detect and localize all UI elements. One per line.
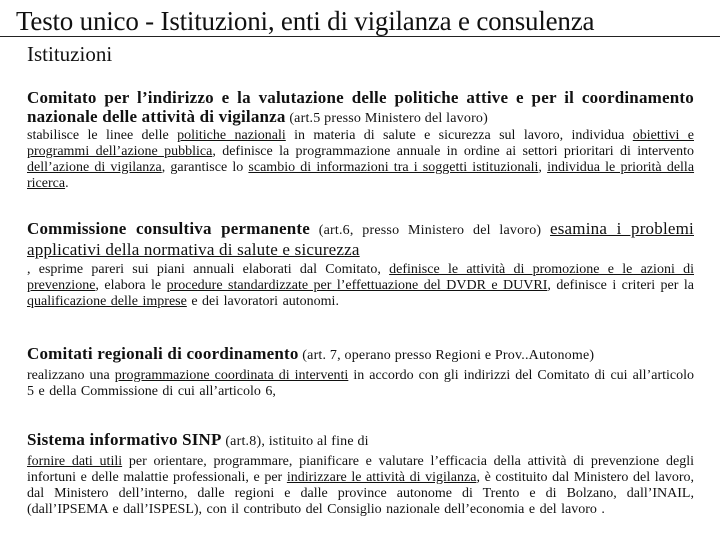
body-text: . bbox=[65, 176, 69, 191]
section-heading bbox=[27, 88, 694, 128]
section-comitati-regionali bbox=[27, 344, 694, 400]
heading-note: (art. 7, operano presso Regioni e Prov..Autonome) bbox=[298, 348, 595, 363]
section-commissione-consultiva bbox=[27, 219, 694, 310]
section-body bbox=[27, 128, 694, 192]
underlined-phrase: procedure standardizzate per l’effettuazione del DVDR e DUVRI bbox=[166, 278, 548, 293]
section-subtitle: Istituzioni bbox=[27, 42, 113, 66]
underlined-phrase: obiettivi e programmi dell’azione pubblica bbox=[27, 128, 694, 159]
underlined-phrase: definisce le attività di promozione e le azioni di prevenzione bbox=[27, 262, 695, 293]
section-heading bbox=[27, 219, 694, 259]
section-sistema-sinp bbox=[27, 430, 694, 518]
underlined-phrase: dell’azione di vigilanza bbox=[27, 160, 162, 175]
body-text: , definisce la programmazione annuale in ordine ai settori prioritari di intervento bbox=[212, 144, 694, 159]
body-text: , definisce i criteri per la bbox=[547, 278, 694, 293]
underlined-phrase: programmazione coordinata di interventi bbox=[114, 368, 349, 383]
body-text: stabilisce le linee delle bbox=[27, 128, 178, 143]
heading-note: (art.5 presso Ministero del lavoro) bbox=[285, 111, 488, 126]
underlined-phrase: scambio di informazioni tra i soggetti istituzionali bbox=[248, 160, 539, 175]
page-title: Testo unico - Istituzioni, enti di vigilanza e consulenza bbox=[16, 6, 595, 36]
heading-text: Comitato per l’indirizzo e la valutazione delle politiche attive e per il coordinamento nazionale delle attività di vigilanza bbox=[27, 88, 694, 126]
body-text: e dei lavoratori autonomi. bbox=[186, 294, 339, 309]
body-text: , esprime pareri sui piani annuali elaborati dal Comitato, bbox=[27, 262, 390, 277]
section-body bbox=[27, 454, 694, 518]
section-body bbox=[27, 262, 694, 310]
body-text: realizzano una bbox=[27, 368, 115, 383]
heading-text: Commissione consultiva permanente bbox=[27, 219, 310, 238]
heading-note: (art.6, presso Ministero del lavoro) bbox=[310, 223, 550, 238]
underlined-phrase: fornire dati utili bbox=[27, 454, 123, 469]
section-heading bbox=[27, 430, 694, 451]
underlined-phrase: indirizzare le attività di vigilanza bbox=[286, 470, 477, 485]
body-text: , bbox=[538, 160, 548, 175]
underlined-phrase: individua le priorità della ricerca bbox=[27, 160, 695, 191]
heading-text: Sistema informativo SINP bbox=[27, 430, 222, 449]
title-divider bbox=[0, 36, 720, 37]
body-text: , garantisce lo bbox=[161, 160, 249, 175]
heading-note: (art.8), istituito al fine di bbox=[221, 434, 369, 449]
body-text: , è costituito dal Ministero del lavoro, dal Ministero dell’interno, dalle regioni e dalle province autonome di Trento e di Bolzano, dall’INAIL, (dall’IPSEMA e dall’ISPESL), con il contributo del Consiglio nazionale dell’economia e del lavoro . bbox=[27, 470, 694, 517]
body-text: in materia di salute e sicurezza sul lavoro, individua bbox=[285, 128, 633, 143]
section-heading bbox=[27, 344, 694, 365]
body-text: , elabora le bbox=[95, 278, 167, 293]
section-body bbox=[27, 368, 694, 400]
underlined-phrase: politiche nazionali bbox=[177, 128, 286, 143]
body-text: in accordo con gli indirizzi del Comitato di cui all’articolo 5 e della Commissione di cui all’articolo 6, bbox=[27, 368, 694, 399]
underlined-phrase: qualificazione delle imprese bbox=[27, 294, 187, 309]
heading-text: Comitati regionali di coordinamento bbox=[27, 344, 299, 363]
body-fragment: esamina i problemi applicativi della normativa di salute e sicurezza bbox=[27, 219, 694, 259]
section-comitato-indirizzo bbox=[27, 88, 694, 192]
body-text: per orientare, programmare, pianificare e valutare l’efficacia della attività di prevenzione degli infortuni e delle malattie professionali, e per bbox=[27, 454, 694, 485]
